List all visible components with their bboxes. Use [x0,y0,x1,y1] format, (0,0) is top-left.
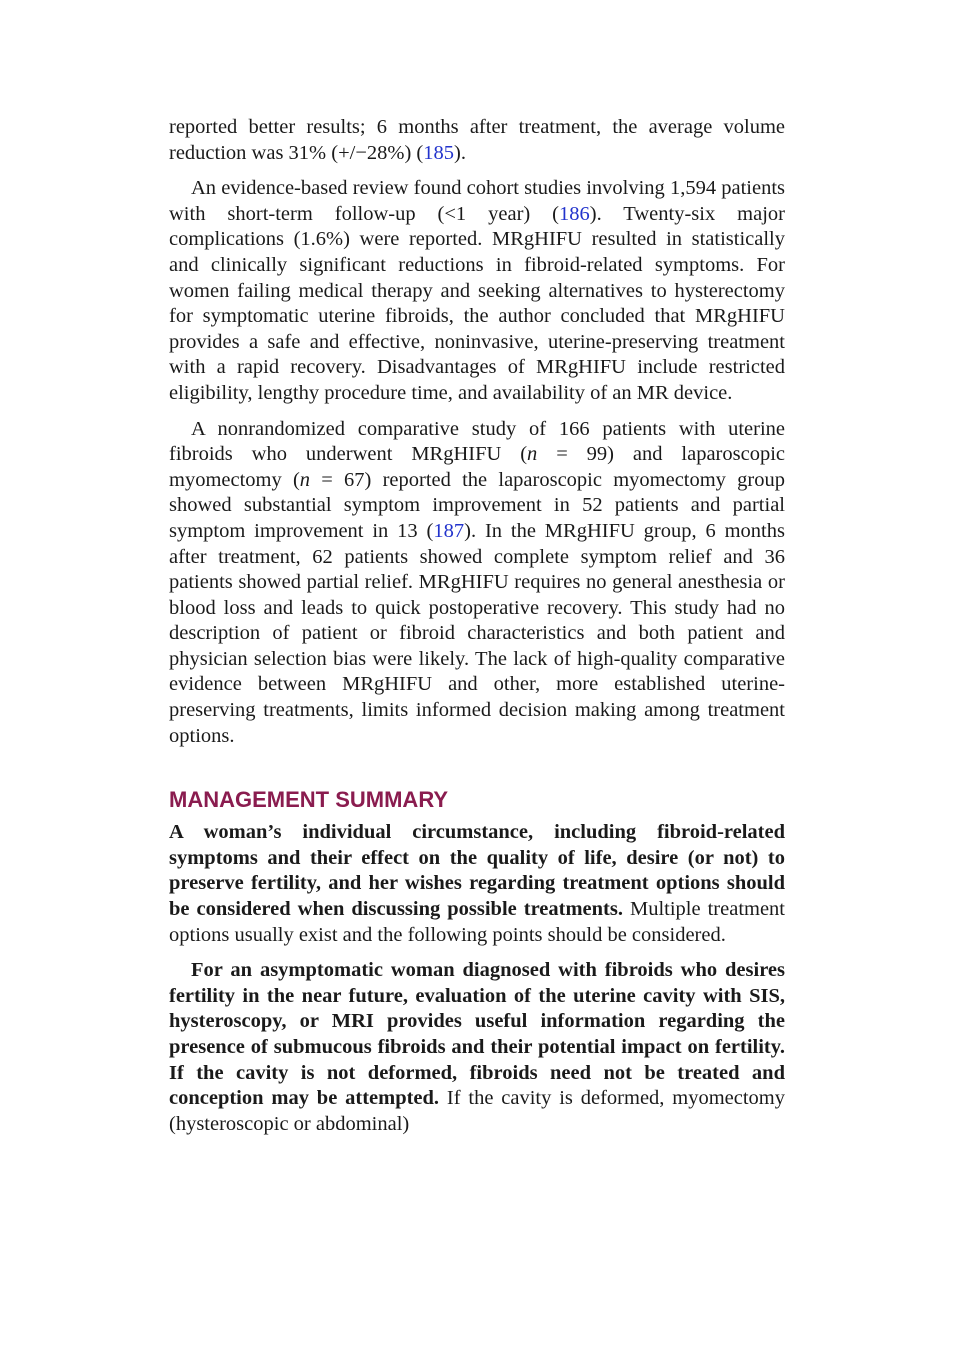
text-segment: Multiple treatment options usually exist and the following points should be considered. [169,898,786,946]
paragraph-comparative-study [169,417,785,750]
document-page [169,115,785,1137]
paragraph-evidence-review [169,176,785,406]
text-segment: If the cavity is deformed, myomectomy (hysteroscopic or abdominal) [169,1087,785,1135]
bold-text-segment: A woman’s individual circumstance, including fibroid-related symptoms and their effect on the quality of life, desire (or not) to preserve fertility, and her wishes regarding treatment options should be considered when discussing possible treatments. [169,821,785,921]
paragraph-individual-circumstance [169,820,785,948]
paragraph-volume-reduction [169,115,785,166]
text-segment: ). In the MRgHIFU group, 6 months after treatment, 62 patients showed complete symptom relief and 36 patients showed partial relief. MRgHIFU requires no general anesthesia or blood loss and leads to quick postoperative recovery. This study had no description of patient or fibroid characteristics and both patient and physician selection bias were likely. The lack of high-quality comparative evidence between MRgHIFU and other, more established uterine-preserving treatments, limits informed decision making among treatment options. [169,519,785,747]
text-segment: = 67) reported the laparoscopic myomectomy group showed substantial symptom improvement in 52 patients and partial symptom improvement in 13 ( [169,468,785,542]
italic-n: n [527,443,538,466]
paragraph-asymptomatic-woman [169,958,785,1137]
section-heading: MANAGEMENT SUMMARY [169,787,449,813]
text-segment: = 99) and laparoscopic myomectomy ( [169,443,785,491]
reference-link-185[interactable]: 185 [423,141,454,164]
bold-text-segment: For an asymptomatic woman diagnosed with fibroids who desires fertility in the near future, evaluation of the uterine cavity with SIS, hysteroscopy, or MRI provides useful information regarding the presence of submucous fibroids and their potential impact on fertility. If the cavity is not deformed, fibroids need not be treated and conception may be attempted. [169,959,785,1110]
italic-n: n [299,468,311,491]
text-segment: A nonrandomized comparative study of 166 patients with uterine fibroids who underwent MRgHIFU ( [169,417,785,466]
reference-link-187[interactable]: 187 [433,519,465,542]
reference-link-186[interactable]: 186 [559,202,590,225]
text-segment: ). [454,141,466,164]
text-segment: ). Twenty-six major complications (1.6%) were reported. MRgHIFU resulted in statistically and clinically significant reductions in fibroid-related symptoms. For women failing medical therapy and seeking alternatives to hysterectomy for symptomatic uterine fibroids, the author concluded that MRgHIFU provides a safe and effective, noninvasive, uterine-preserving treatment with a rapid recovery. Disadvantages of MRgHIFU include restricted eligibility, lengthy procedure time, and availability of an MR device. [169,202,785,404]
text-segment: An evidence-based review found cohort studies involving 1,594 patients with short-term follow-up (<1 year) ( [169,177,785,225]
text-segment: reported better results; 6 months after treatment, the average volume reduction was 31% (+/−28%) ( [169,116,785,164]
